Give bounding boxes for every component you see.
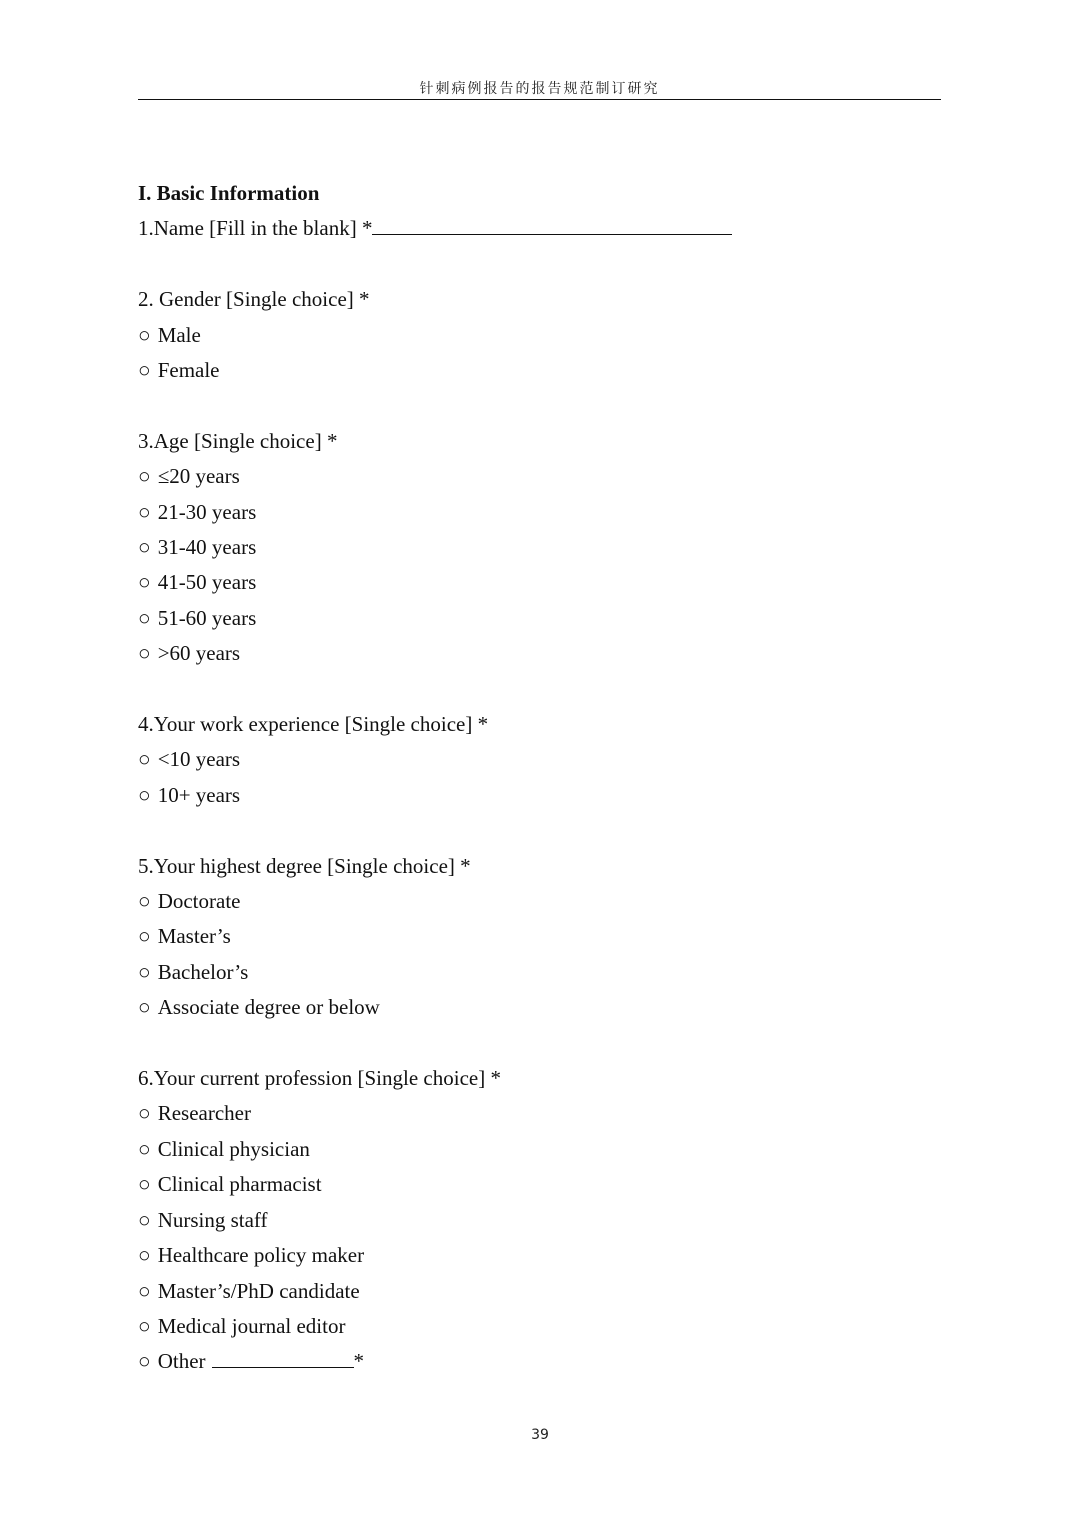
option-label: Associate degree or below	[157, 995, 380, 1020]
option-healthcare-policy-maker[interactable]	[138, 1238, 941, 1273]
option-label: Nursing staff	[157, 1207, 268, 1232]
radio-icon[interactable]: ○	[138, 1207, 151, 1232]
option-label: Master’s/PhD candidate	[157, 1278, 360, 1303]
page-number: 39	[531, 1427, 549, 1443]
option-age-51-60[interactable]	[138, 601, 941, 636]
option-age-20-or-under[interactable]	[138, 459, 941, 494]
option-label: 10+ years	[157, 782, 241, 807]
question-work-experience	[138, 707, 941, 813]
question-current-profession-label: 6.Your current profession [Single choice] *	[138, 1066, 501, 1091]
option-age-41-50[interactable]	[138, 565, 941, 600]
radio-icon[interactable]: ○	[138, 1313, 151, 1338]
radio-icon[interactable]: ○	[138, 995, 151, 1020]
option-age-over-60[interactable]	[138, 636, 941, 671]
option-label: Master’s	[157, 924, 231, 949]
option-label: <10 years	[157, 747, 241, 772]
option-label: 21-30 years	[157, 499, 257, 524]
question-current-profession	[138, 1061, 941, 1380]
option-under-10-years[interactable]	[138, 742, 941, 777]
option-age-31-40[interactable]	[138, 530, 941, 565]
option-doctorate[interactable]	[138, 884, 941, 919]
question-gender	[138, 282, 941, 388]
option-label: Medical journal editor	[157, 1313, 346, 1338]
option-bachelors[interactable]	[138, 955, 941, 990]
option-label: Male	[157, 322, 201, 347]
option-medical-journal-editor[interactable]	[138, 1309, 941, 1344]
radio-icon[interactable]: ○	[138, 924, 151, 949]
option-label: Doctorate	[157, 889, 241, 914]
option-masters-phd-candidate[interactable]	[138, 1274, 941, 1309]
question-gender-label: 2. Gender [Single choice] *	[138, 287, 370, 312]
other-required-mark: *	[353, 1349, 365, 1374]
radio-icon[interactable]: ○	[138, 747, 151, 772]
option-female[interactable]	[138, 353, 941, 388]
running-header-title: 针刺病例报告的报告规范制订研究	[419, 81, 660, 97]
radio-icon[interactable]: ○	[138, 782, 151, 807]
question-highest-degree-label: 5.Your highest degree [Single choice] *	[138, 853, 471, 878]
option-label: 51-60 years	[157, 605, 257, 630]
option-associate-or-below[interactable]	[138, 990, 941, 1025]
option-label: >60 years	[157, 641, 241, 666]
option-label: Bachelor’s	[157, 959, 249, 984]
header-rule	[138, 99, 941, 100]
radio-icon[interactable]: ○	[138, 1278, 151, 1303]
radio-icon[interactable]: ○	[138, 1243, 151, 1268]
option-10-plus-years[interactable]	[138, 778, 941, 813]
radio-icon[interactable]: ○	[138, 535, 151, 560]
option-male[interactable]	[138, 318, 941, 353]
question-age	[138, 424, 941, 672]
radio-icon[interactable]: ○	[138, 499, 151, 524]
option-label: Healthcare policy maker	[157, 1243, 365, 1268]
question-name-label: 1.Name [Fill in the blank] *	[138, 216, 373, 241]
option-label: 41-50 years	[157, 570, 257, 595]
radio-icon[interactable]: ○	[138, 1349, 151, 1374]
radio-icon[interactable]: ○	[138, 464, 151, 489]
radio-icon[interactable]: ○	[138, 641, 151, 666]
option-researcher[interactable]	[138, 1096, 941, 1131]
option-age-21-30[interactable]	[138, 495, 941, 530]
radio-icon[interactable]: ○	[138, 1172, 151, 1197]
option-label: Clinical physician	[157, 1136, 310, 1161]
section-title: I. Basic Information	[138, 181, 320, 205]
option-clinical-pharmacist[interactable]	[138, 1167, 941, 1202]
radio-icon[interactable]: ○	[138, 570, 151, 595]
radio-icon[interactable]: ○	[138, 959, 151, 984]
option-masters[interactable]	[138, 919, 941, 954]
radio-icon[interactable]: ○	[138, 322, 151, 347]
option-clinical-physician[interactable]	[138, 1132, 941, 1167]
option-label: Other	[157, 1349, 206, 1374]
question-name	[138, 211, 941, 246]
option-label: Female	[157, 358, 220, 383]
option-label: Researcher	[157, 1101, 251, 1126]
radio-icon[interactable]: ○	[138, 605, 151, 630]
radio-icon[interactable]: ○	[138, 1101, 151, 1126]
option-other[interactable]	[138, 1344, 941, 1379]
option-nursing-staff[interactable]	[138, 1203, 941, 1238]
question-age-label: 3.Age [Single choice] *	[138, 428, 338, 453]
option-label: Clinical pharmacist	[157, 1172, 322, 1197]
name-blank-field[interactable]	[372, 214, 732, 235]
question-work-experience-label: 4.Your work experience [Single choice] *	[138, 712, 489, 737]
other-blank-field[interactable]	[212, 1347, 354, 1368]
option-label: ≤20 years	[157, 464, 240, 489]
radio-icon[interactable]: ○	[138, 1136, 151, 1161]
radio-icon[interactable]: ○	[138, 889, 151, 914]
question-highest-degree	[138, 849, 941, 1026]
questionnaire-body	[138, 176, 941, 1380]
radio-icon[interactable]: ○	[138, 358, 151, 383]
option-label: 31-40 years	[157, 535, 257, 560]
